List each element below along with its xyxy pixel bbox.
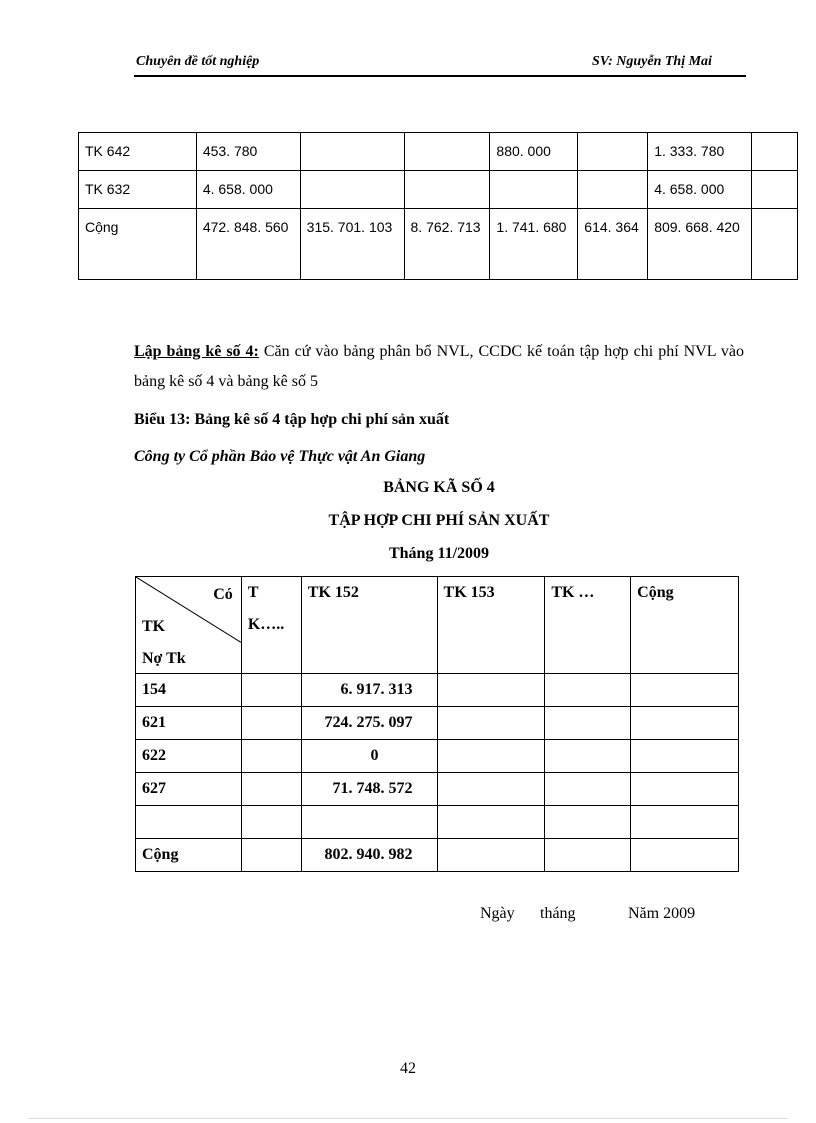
header-rule — [134, 75, 746, 77]
table-cell: 880. 000 — [490, 133, 578, 171]
table-cell — [631, 707, 739, 740]
cost-allocation-table-continued — [78, 132, 798, 280]
column-header: TK….. — [241, 577, 301, 674]
table-cell: 802. 940. 982 — [301, 839, 437, 872]
row-label: 627 — [136, 773, 242, 806]
table-cell — [752, 209, 798, 280]
row-label: 622 — [136, 740, 242, 773]
table-cell — [631, 740, 739, 773]
table-row-total — [79, 209, 798, 280]
table-row-total — [136, 839, 739, 872]
table-cell: 614. 364 — [578, 209, 648, 280]
table-cell — [437, 674, 545, 707]
table-cell: 724. 275. 097 — [301, 707, 437, 740]
table-cell: 0 — [301, 740, 437, 773]
table-cell — [631, 806, 739, 839]
table-row — [136, 674, 739, 707]
table-cell — [437, 839, 545, 872]
report-title: BẢNG KÃ SỐ 4 — [383, 479, 495, 496]
table-cell — [752, 133, 798, 171]
row-label — [136, 806, 242, 839]
table-cell: 4. 658. 000 — [196, 171, 300, 209]
column-header: TK 152 — [301, 577, 437, 674]
table-row — [136, 740, 739, 773]
table-row — [79, 171, 798, 209]
table-cell — [631, 773, 739, 806]
table-cell — [241, 674, 301, 707]
row-label: Cộng — [136, 839, 242, 872]
table-cell — [545, 674, 631, 707]
corner-no-label: Nợ Tk — [142, 650, 186, 667]
report-subtitle: TẬP HỢP CHI PHÍ SẢN XUẤT — [328, 512, 550, 529]
table-cell: Cộng — [79, 209, 197, 280]
table-cell: 8. 762. 713 — [404, 209, 490, 280]
table-cell — [545, 839, 631, 872]
table-cell — [631, 839, 739, 872]
paragraph-text: Căn cứ vào bảng phân bổ NVL, CCDC kế toán tập hợp chi phí NVL vào bảng kê số 4 và bảng kê số 5 — [134, 343, 745, 390]
table-cell — [241, 773, 301, 806]
table-cell: 71. 748. 572 — [301, 773, 437, 806]
header-course-title: Chuyên đề tốt nghiệp — [136, 54, 260, 69]
table-cell — [404, 171, 490, 209]
page-number: 42 — [400, 1060, 416, 1077]
table-cell — [241, 839, 301, 872]
table-cell — [241, 806, 301, 839]
company-name: Công ty Cổ phần Bảo vệ Thực vật An Giang — [134, 448, 426, 465]
table-cell: 4. 658. 000 — [648, 171, 752, 209]
diagonal-corner-cell — [136, 577, 242, 674]
corner-co-label: Có — [213, 586, 233, 603]
paragraph-lead: Lập bảng kê số 4: — [134, 343, 259, 360]
table-cell — [545, 740, 631, 773]
table-cell — [490, 171, 578, 209]
table-row — [136, 806, 739, 839]
table-cell: 809. 668. 420 — [648, 209, 752, 280]
table-cell — [300, 171, 404, 209]
table-cell — [241, 707, 301, 740]
date-line — [480, 905, 695, 923]
table-row — [136, 773, 739, 806]
figure-title: Biểu 13: Bảng kê số 4 tập hợp chi phí sản xuất — [134, 411, 450, 428]
corner-tk-label: TK — [142, 618, 166, 635]
column-header: Cộng — [631, 577, 739, 674]
table-row — [136, 707, 739, 740]
table-cell — [241, 740, 301, 773]
table-cell — [437, 707, 545, 740]
table-cell: 315. 701. 103 — [300, 209, 404, 280]
table-cell — [545, 773, 631, 806]
table-cell — [631, 674, 739, 707]
header-student-name: SV: Nguyễn Thị Mai — [592, 54, 712, 69]
table-cell — [437, 773, 545, 806]
table-cell — [301, 806, 437, 839]
intro-paragraph — [134, 337, 744, 397]
table-cell: TK 632 — [79, 171, 197, 209]
table-cell: 472. 848. 560 — [196, 209, 300, 280]
table-cell: 1. 741. 680 — [490, 209, 578, 280]
table-cell — [752, 171, 798, 209]
table-cell: TK 642 — [79, 133, 197, 171]
table-cell — [545, 707, 631, 740]
column-header: TK … — [545, 577, 631, 674]
table-cell: 6. 917. 313 — [301, 674, 437, 707]
table-cell — [545, 806, 631, 839]
report-period: Tháng 11/2009 — [388, 545, 490, 562]
row-label: 154 — [136, 674, 242, 707]
column-header: TK 153 — [437, 577, 545, 674]
table-cell: 453. 780 — [196, 133, 300, 171]
date-day-label: Ngày — [480, 905, 515, 922]
table-cell — [300, 133, 404, 171]
date-year-label: Năm 2009 — [628, 905, 696, 922]
statement-4-table — [135, 576, 739, 872]
date-month-label: tháng — [540, 905, 576, 922]
row-label: 621 — [136, 707, 242, 740]
table-cell — [404, 133, 490, 171]
table-cell — [578, 133, 648, 171]
table-cell — [437, 740, 545, 773]
footer-rule — [28, 1118, 788, 1119]
table-header-row — [136, 577, 739, 674]
table-cell — [437, 806, 545, 839]
table-row — [79, 133, 798, 171]
table-cell — [578, 171, 648, 209]
table-cell: 1. 333. 780 — [648, 133, 752, 171]
